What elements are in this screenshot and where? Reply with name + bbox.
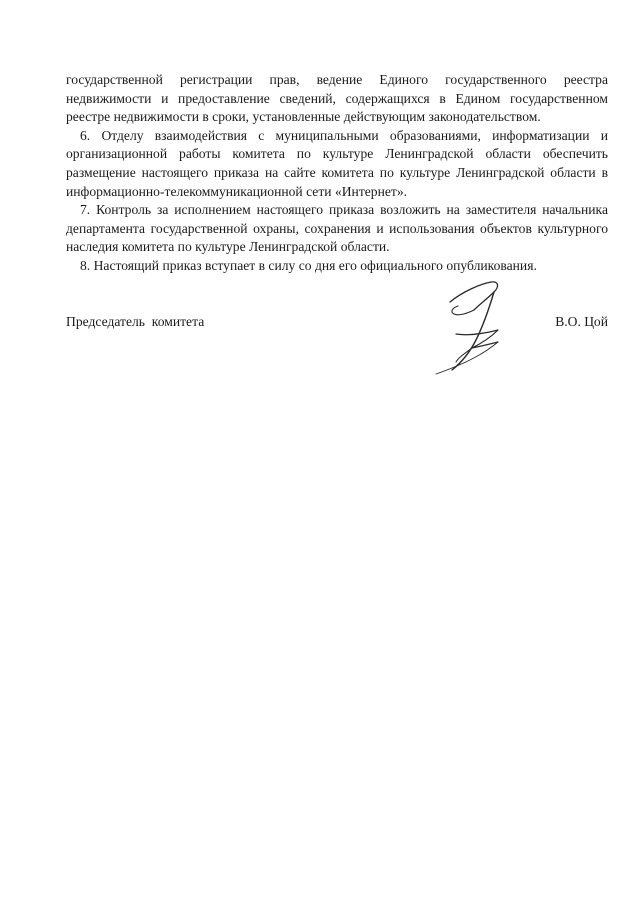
item-number: 7. xyxy=(80,202,91,218)
list-item-7 xyxy=(66,201,608,257)
signatory-name: В.О. Цой xyxy=(555,314,608,329)
item-text: Отделу взаимодействия с муниципальными образованиями, информатизации и организационной работы комитета по культуре Ленинградской области обеспечить размещение настоящего приказа на сайте комитета по культуре Ленинградской области в информационно-телекоммуникационной сети «Интернет». xyxy=(66,127,608,199)
continuation-paragraph: государственной регистрации прав, ведение Единого государственного реестра недвижимости и предоставление сведений, содержащихся в Едином государственном реестре недвижимости в сроки, установленные действующим законодательством. xyxy=(66,72,608,125)
signatory-position: Председатель комитета xyxy=(66,314,205,329)
item-number: 8. xyxy=(80,257,91,273)
list-item-6 xyxy=(66,127,608,201)
signature-block xyxy=(66,313,608,333)
item-text: Настоящий приказ вступает в силу со дня его официального опубликования. xyxy=(93,257,537,273)
document-body xyxy=(66,71,608,276)
item-text: Контроль за исполнением настоящего приказа возложить на заместителя начальника департамента государственной охраны, сохранения и использования объектов культурного наследия комитета по культуре Ленинградской области. xyxy=(66,202,608,255)
list-item-8 xyxy=(66,257,608,276)
item-number: 6. xyxy=(80,127,91,143)
handwritten-signature-icon xyxy=(428,278,518,376)
